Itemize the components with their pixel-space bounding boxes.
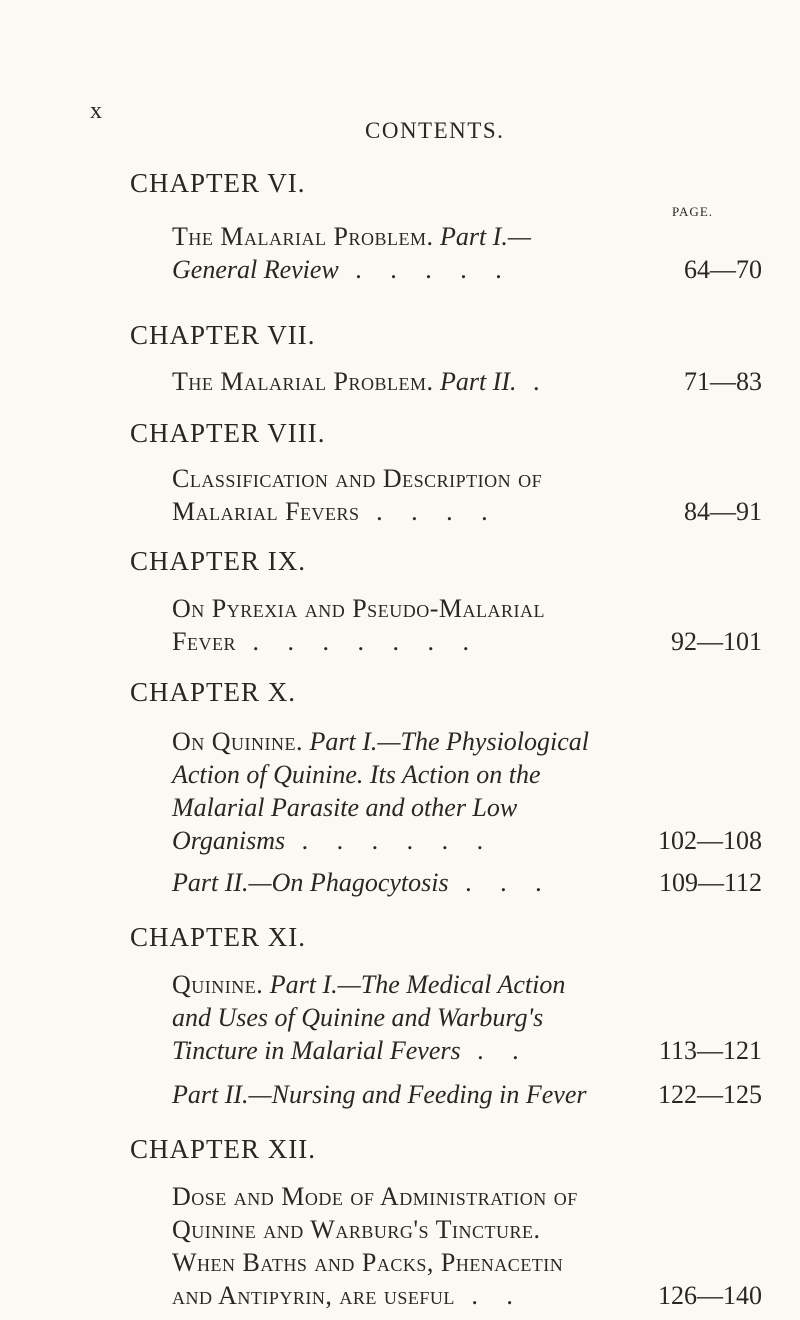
- entry-subtitle: Part I.—The Medical Action: [269, 970, 566, 999]
- leader-dots: . . . . . .: [301, 826, 495, 855]
- leader-dots: . . . .: [376, 497, 499, 526]
- entry-title: Quinine.: [172, 970, 264, 999]
- toc-entry[interactable]: [172, 1180, 762, 1312]
- page-range: 92—101: [671, 627, 762, 656]
- chapter-heading: CHAPTER X.: [130, 677, 297, 707]
- entry-subtitle: Part I.—The Physiological: [309, 727, 590, 756]
- entry-subtitle: General Review: [172, 255, 339, 284]
- chapter-heading: CHAPTER VI.: [130, 168, 306, 198]
- toc-entry[interactable]: [172, 365, 762, 398]
- page-range: 84—91: [684, 497, 762, 526]
- entry-title: The Malarial Problem.: [172, 222, 434, 251]
- entry-subtitle: Malarial Parasite and other Low: [172, 793, 518, 822]
- page-range: 113—121: [658, 1036, 762, 1065]
- entry-subtitle: Part I.—: [439, 222, 531, 251]
- chapter-heading: CHAPTER XII.: [130, 1134, 316, 1164]
- page-range: 102—108: [658, 826, 762, 855]
- page-folio: x: [90, 98, 102, 124]
- chapter-heading: CHAPTER VII.: [130, 320, 316, 350]
- page-range: 126—140: [658, 1281, 762, 1310]
- entry-title: Fever: [172, 627, 236, 656]
- running-head: CONTENTS.: [365, 118, 505, 143]
- toc-entry[interactable]: [172, 220, 762, 286]
- entry-subtitle: Part II.: [439, 367, 517, 396]
- entry-title: When Baths and Packs, Phenacetin: [172, 1248, 564, 1277]
- entry-title: Quinine and Warburg's Tincture.: [172, 1215, 541, 1244]
- leader-dots: . . . . . . .: [252, 627, 480, 656]
- entry-title: Dose and Mode of Administration of: [172, 1182, 578, 1211]
- entry-subtitle: Tincture in Malarial Fevers: [172, 1036, 461, 1065]
- entry-title: Malarial Fevers: [172, 497, 360, 526]
- entry-title: and Antipyrin, are useful: [172, 1281, 455, 1310]
- entry-subtitle: and Uses of Quinine and Warburg's: [172, 1003, 544, 1032]
- entry-title: On Pyrexia and Pseudo-Malarial: [172, 594, 545, 623]
- entry-subtitle: Part II.—Nursing and Feeding in Fever: [172, 1080, 587, 1109]
- entry-title: The Malarial Problem.: [172, 367, 434, 396]
- entry-subtitle: Part II.—On Phagocytosis: [172, 868, 449, 897]
- entry-title: On Quinine.: [172, 727, 304, 756]
- page-range: 122—125: [658, 1080, 762, 1109]
- page-range: 64—70: [684, 255, 762, 284]
- toc-entry[interactable]: [172, 725, 762, 857]
- toc-entry[interactable]: [172, 592, 762, 658]
- chapter-heading: CHAPTER VIII.: [130, 418, 326, 448]
- chapter-heading: CHAPTER IX.: [130, 546, 307, 576]
- leader-dots: . .: [477, 1036, 530, 1065]
- leader-dots: . .: [471, 1281, 524, 1310]
- toc-entry[interactable]: [172, 866, 762, 899]
- page-range: 109—112: [658, 868, 762, 897]
- chapter-heading: CHAPTER XI.: [130, 922, 307, 952]
- page-column-label: PAGE.: [672, 204, 714, 219]
- leader-dots: . . . . .: [355, 255, 513, 284]
- entry-subtitle: Action of Quinine. Its Action on the: [172, 760, 541, 789]
- entry-title: Classification and Description of: [172, 464, 543, 493]
- leader-dots: . . .: [465, 868, 553, 897]
- toc-entry[interactable]: [172, 462, 762, 528]
- leader-dots: .: [533, 367, 551, 396]
- entry-subtitle: Organisms: [172, 826, 286, 855]
- page-range: 71—83: [684, 367, 762, 396]
- toc-entry[interactable]: [172, 1078, 762, 1111]
- toc-entry[interactable]: [172, 968, 762, 1067]
